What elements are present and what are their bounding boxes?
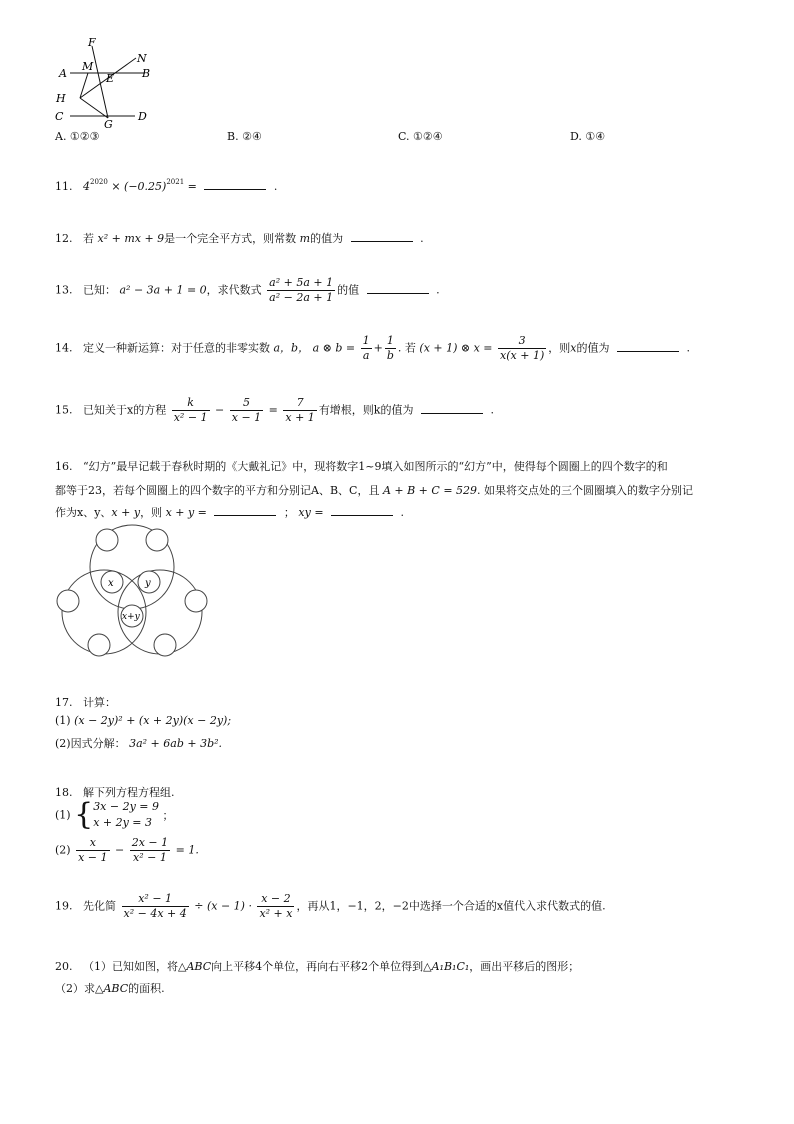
q12-end: . (420, 232, 424, 245)
q16-line2b: A + B + C = 529 (382, 484, 478, 497)
q15-minus: − (215, 403, 225, 417)
magic-circles-figure (52, 520, 212, 662)
q14-answer-blank[interactable] (617, 343, 679, 352)
q18-title: 解下列方程方程组. (83, 786, 175, 799)
q18-minus: − (115, 843, 125, 857)
q19-pre: 先化简 (83, 899, 116, 913)
q15-post: 有增根，则k的值为 (318, 403, 414, 417)
q11-exp1: 2020 (90, 178, 108, 186)
question-17-title (55, 694, 116, 710)
q20-l2a: （2）求△ (55, 982, 104, 995)
label-d: D (138, 110, 147, 123)
equation-system (93, 799, 159, 831)
q18-p2-label: (2) (55, 843, 71, 857)
q13-end: . (436, 283, 440, 297)
q15-frac-2: $\frac{5}{x - 1}$ (231, 396, 262, 424)
q15-end: . (490, 403, 494, 417)
q20-abc-1: ABC (186, 960, 212, 973)
q11-number: 11. (55, 180, 73, 193)
q18-rhs: = 1. (175, 843, 199, 857)
q16-line3a: 作为x、y、 (55, 506, 112, 519)
q18-p1-label: (1) (55, 808, 71, 822)
q13-number: 13. (55, 283, 73, 297)
q14-post: ，则 (548, 341, 571, 355)
q14-var: x (570, 341, 577, 355)
system-brace: { (74, 797, 94, 832)
q11-base: 4 (83, 180, 90, 193)
q15-number: 15. (55, 403, 73, 417)
q14-mid: . 若 (397, 341, 416, 355)
q16-line3f: xy = (298, 506, 324, 519)
node-y-label: y (145, 578, 151, 589)
q16-answer-blank-1[interactable] (214, 507, 276, 516)
q20-a1b1c1: A₁B₁C₁ (431, 960, 470, 973)
q14-number: 14. (55, 341, 73, 355)
q15-frac-1: $\frac{k}{\text{x² − 1}}$ (173, 396, 208, 424)
q14-def-lhs: a ⊗ b = (312, 341, 356, 355)
q20-l1b: 向上平移4个单位，再向右平移2个单位得到△ (211, 960, 432, 973)
q14-frac-rhs: $\frac{3}{x(x + 1)}$ (500, 334, 545, 362)
q11-end: . (273, 180, 278, 193)
small-circle (154, 634, 176, 656)
q13-pre: 已知： (83, 283, 116, 297)
node-xy-label: x+y (122, 612, 140, 622)
q11-eq: = (187, 180, 197, 193)
q19-frac-1: $\frac{\text{x² − 1}}{\text{x² − 4x + 4}}$ (123, 892, 187, 920)
q16-line3d: x + y = (165, 506, 207, 519)
q14-frac-1a: $\frac{1}{a}$ (362, 334, 370, 362)
q16-line3b: x + y (111, 506, 141, 519)
question-20-line-1 (55, 958, 579, 974)
q16-end: . (400, 506, 405, 519)
q13-mid: ，求代数式 (206, 283, 262, 297)
q17-title: 计算： (83, 696, 116, 709)
option-d: D. ①④ (570, 130, 606, 143)
label-e: E (106, 72, 115, 85)
question-12 (55, 230, 424, 246)
label-g: G (104, 118, 113, 128)
q15-frac-3: $\frac{7}{x + 1}$ (285, 396, 315, 424)
q15-answer-blank[interactable] (421, 405, 483, 414)
q12-number: 12. (55, 232, 73, 245)
q17-p2-label: (2) (55, 737, 71, 750)
q14-lhs: (x + 1) ⊗ x = (419, 341, 493, 355)
option-c: C. ①②④ (398, 130, 443, 143)
question-15 (55, 396, 494, 425)
question-16-line-2 (55, 482, 693, 498)
q18-sep: ； (162, 809, 174, 822)
small-circle (57, 590, 79, 612)
small-circle (88, 634, 110, 656)
q16-number: 16. (55, 460, 73, 473)
q20-l1c: ，画出平移后的图形； (469, 960, 580, 973)
q14-end: . (686, 341, 690, 355)
q16-line3c: ，则 (140, 506, 163, 519)
q20-number: 20. (55, 960, 73, 973)
q17-part-1 (55, 714, 231, 727)
q18-part-2 (55, 836, 199, 865)
q19-div: ÷ (x − 1) · (194, 899, 252, 913)
q11-exp2: 2021 (166, 178, 185, 186)
geometry-figure (50, 36, 160, 128)
small-circle (96, 529, 118, 551)
q12-post: 的值为 (310, 232, 344, 245)
q16-line1: “幻方”最早记载于春秋时期的《大戴礼记》中，现将数字1~9填入如图所示的“幻方”中，使得每个圆圈上的四个数字的和 (83, 460, 668, 473)
q20-abc-2: ABC (103, 982, 129, 995)
q14-ab: a，b， (273, 341, 310, 355)
question-14 (55, 334, 690, 363)
q19-post: ，再从1，−1，2，−2中选择一个合适的x值代入求代数式的值. (296, 899, 606, 913)
q18-part-1 (55, 799, 174, 831)
q16-line2a: 都等于23，若每个圆圈上的四个数字的平方和分别记A、B、C，且 (55, 484, 380, 497)
q12-answer-blank[interactable] (351, 233, 413, 242)
q17-part-2 (55, 735, 222, 751)
q15-eq: = (268, 403, 278, 417)
q16-line2c: . 如果将交点处的三个圆圈填入的数字分别记 (477, 484, 694, 497)
q20-l1a: （1）已知如图，将△ (83, 960, 187, 973)
q13-post: 的值 (337, 283, 360, 297)
q11-times: × (111, 180, 121, 193)
q16-line3e: ； (283, 506, 295, 519)
q17-p2-pre: 因式分解： (70, 737, 126, 750)
label-m: M (82, 60, 94, 73)
q17-number: 17. (55, 696, 73, 709)
q19-number: 19. (55, 899, 73, 913)
question-16-line-1 (55, 458, 668, 474)
q14-post2: 的值为 (576, 341, 610, 355)
q15-pre: 已知关于x的方程 (83, 403, 167, 417)
question-18-title (55, 784, 175, 800)
label-a: A (59, 67, 67, 80)
node-x-label: x (108, 578, 114, 589)
q12-mid: 是一个完全平方式，则常数 (164, 232, 297, 245)
q12-var: m (299, 232, 311, 245)
q14-frac-1b: $\frac{1}{b}$ (386, 334, 394, 362)
q17-p1-expr: (x − 2y)² + (x + 2y)(x − 2y); (74, 714, 232, 727)
q11-answer-blank[interactable] (204, 181, 266, 190)
line-mh (80, 73, 88, 98)
eq-2: x + 2y = 3 (93, 816, 153, 829)
q14-plus: + (373, 341, 383, 355)
label-h: H (56, 92, 66, 105)
q13-answer-blank[interactable] (367, 285, 429, 294)
option-a: A. ①②③ (55, 130, 100, 143)
q13-fraction: $\frac{\text{a² + 5a + 1}}{\text{a² − 2a + 1}}$ (269, 276, 334, 304)
question-20-line-2 (55, 980, 165, 996)
small-circle (185, 590, 207, 612)
question-16-line-3 (55, 504, 404, 520)
q16-answer-blank-2[interactable] (331, 507, 393, 516)
option-b: B. ②④ (227, 130, 262, 143)
q11-paren: (−0.25) (124, 180, 167, 193)
label-b: B (142, 67, 151, 80)
q18-number: 18. (55, 786, 73, 799)
question-19 (55, 892, 606, 921)
q18-frac-2: $\frac{2x - 1}{\text{x² − 1}}$ (131, 836, 169, 864)
q12-expr: x² + mx + 9 (97, 232, 165, 245)
question-11 (55, 178, 277, 193)
q13-condition: a² − 3a + 1 = 0 (119, 283, 207, 297)
q17-p1-label: (1) (55, 714, 71, 727)
q19-frac-2: $\frac{x - 2}{\text{x² + x}}$ (259, 892, 293, 920)
eq-1: 3x − 2y = 9 (93, 800, 160, 813)
label-c: C (55, 110, 64, 123)
q12-pre: 若 (83, 232, 94, 245)
q17-p2-expr: 3a² + 6ab + 3b². (129, 737, 223, 750)
label-f: F (88, 36, 96, 49)
question-13 (55, 276, 440, 305)
small-circle (146, 529, 168, 551)
q18-frac-1: $\frac{x}{x - 1}$ (78, 836, 108, 864)
q20-l2b: 的面积. (128, 982, 165, 995)
q14-pre: 定义一种新运算：对于任意的非零实数 (83, 341, 270, 355)
label-n: N (137, 52, 147, 65)
